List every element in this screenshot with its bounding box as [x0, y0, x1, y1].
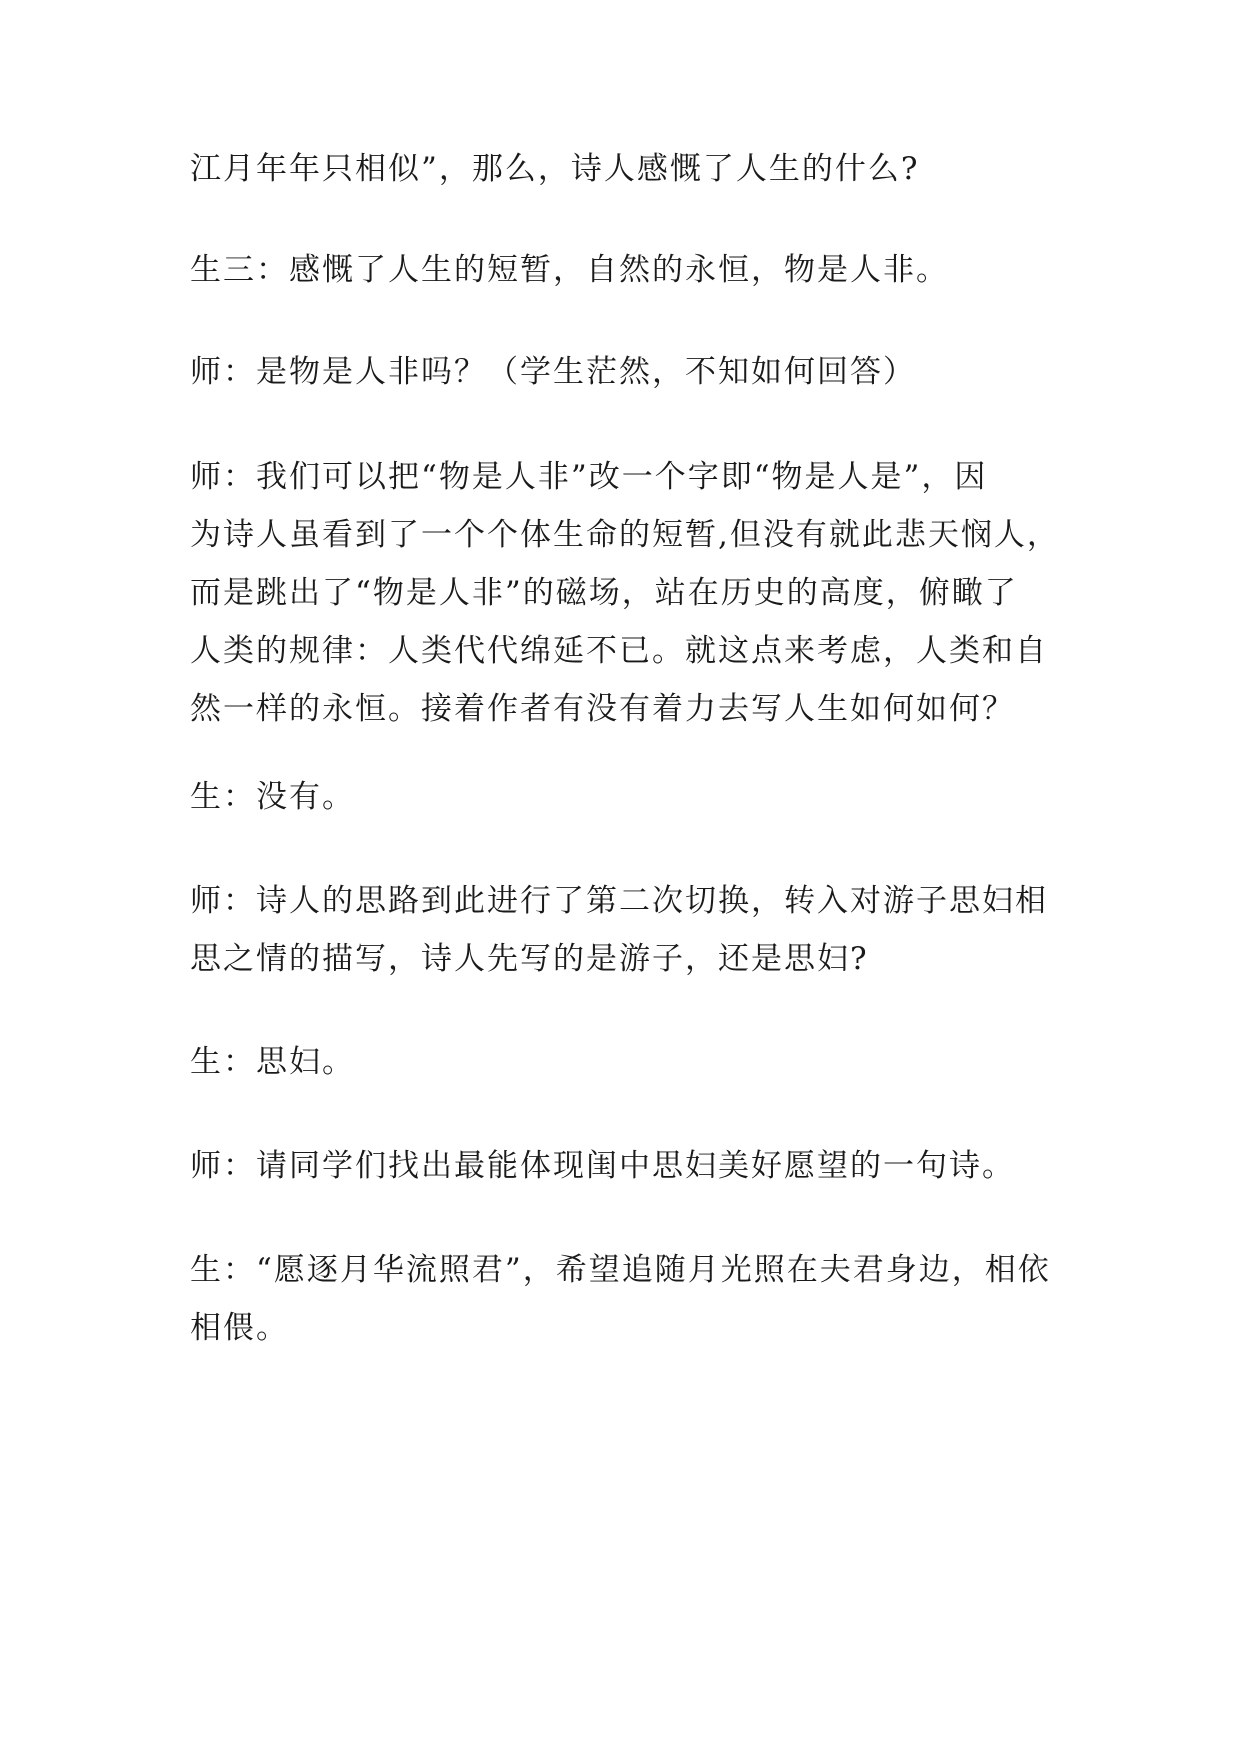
paragraph-2 [190, 241, 1060, 299]
text-line: 而是跳出了“物是人非”的磁场，站在历史的高度，俯瞰了 [190, 575, 1018, 611]
paragraph-9 [190, 1241, 1060, 1357]
text-line: 师：是物是人非吗？（学生茫然，不知如何回答） [190, 354, 916, 390]
text-line: 师：请同学们找出最能体现闺中思妇美好愿望的一句诗。 [190, 1148, 1015, 1184]
text-line: 师：我们可以把“物是人非”改一个字即“物是人是”，因 [190, 459, 988, 495]
text-line: 相偎。 [190, 1310, 289, 1346]
text-line: 生三：感慨了人生的短暂，自然的永恒，物是人非。 [190, 252, 949, 288]
text-line: 生：没有。 [190, 779, 355, 815]
paragraph-5 [190, 768, 1060, 826]
text-line: 为诗人虽看到了一个个体生命的短暂,但没有就此悲天悯人， [190, 517, 1060, 553]
paragraph-6 [190, 872, 1060, 988]
paragraph-8 [190, 1137, 1060, 1195]
text-line: 江月年年只相似”，那么，诗人感慨了人生的什么? [190, 151, 920, 187]
paragraph-3 [190, 343, 1060, 401]
text-line: 人类的规律：人类代代绵延不已。就这点来考虑，人类和自 [190, 633, 1048, 669]
text-line: 生：思妇。 [190, 1044, 355, 1080]
text-line: 生：“愿逐月华流照君”，希望追随月光照在夫君身边，相依 [190, 1252, 1051, 1288]
paragraph-7 [190, 1033, 1060, 1091]
paragraph-4 [190, 448, 1060, 738]
text-line: 然一样的永恒。接着作者有没有着力去写人生如何如何？ [190, 691, 1015, 727]
text-line: 师：诗人的思路到此进行了第二次切换，转入对游子思妇相 [190, 883, 1048, 919]
text-line: 思之情的描写，诗人先写的是游子，还是思妇? [190, 941, 869, 977]
paragraph-1 [190, 140, 1060, 198]
